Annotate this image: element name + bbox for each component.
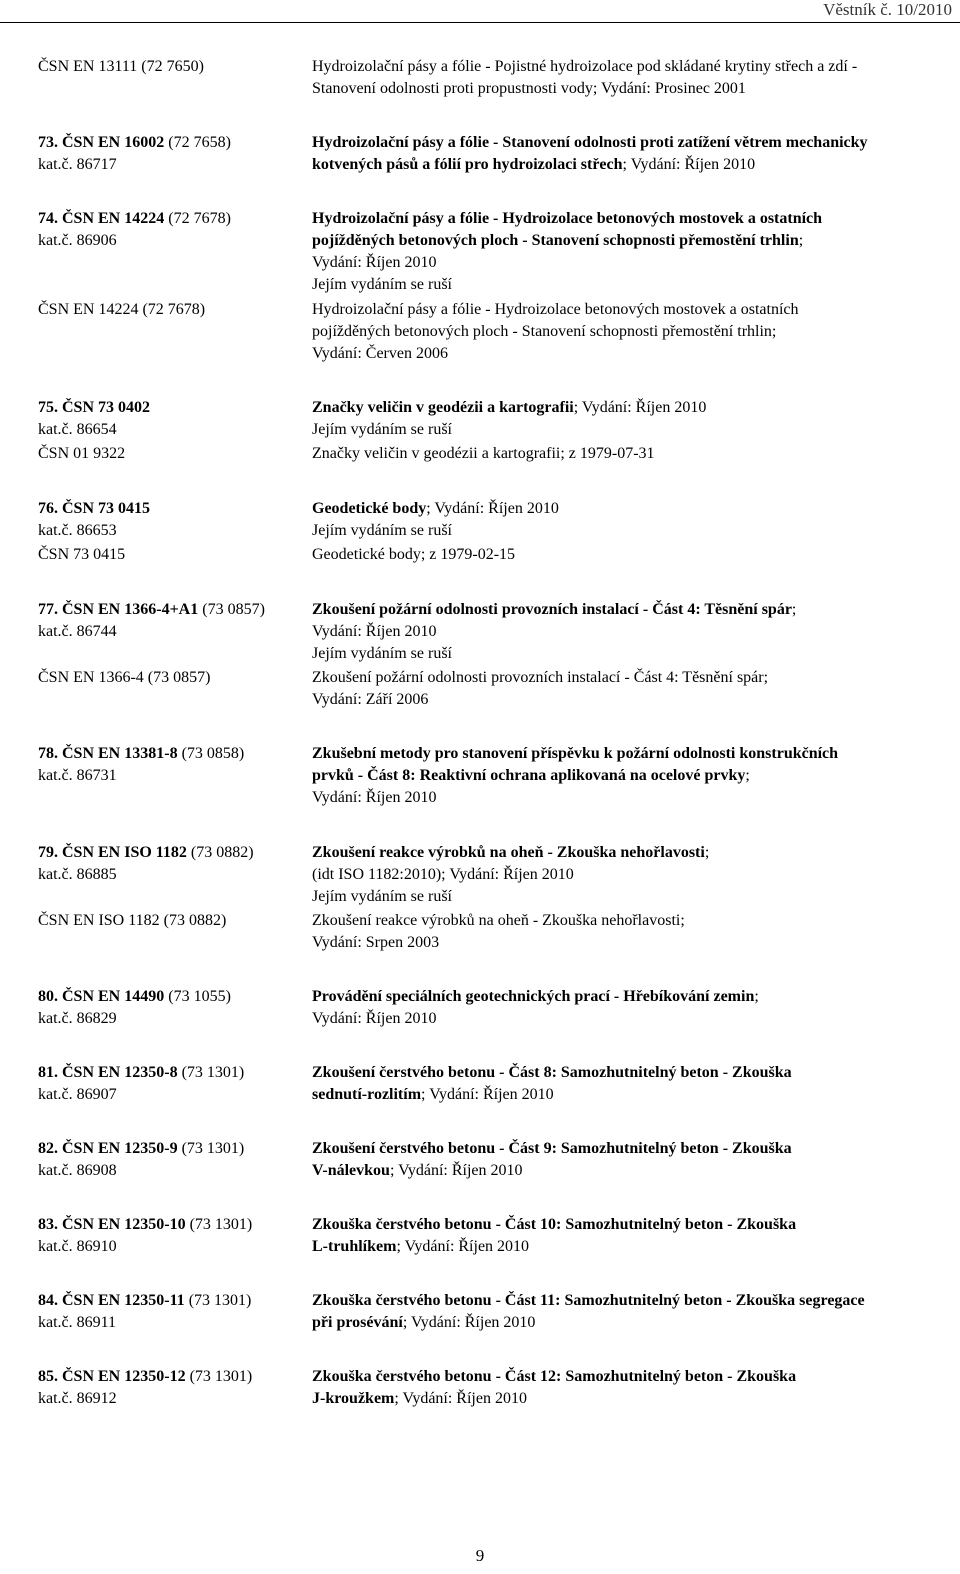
standard-code: ČSN EN 13111 (72 7650) [38, 58, 204, 75]
edition-date: ; Vydání: Říjen 2010 [396, 1238, 530, 1255]
standard-code: ČSN 73 0415 [62, 500, 151, 517]
standard-class: (72 7678) [164, 210, 231, 227]
entry-standard [38, 986, 231, 1030]
replaced-standard [38, 299, 205, 321]
catalog-number: kat.č. 86912 [38, 1390, 117, 1407]
entry-title [312, 1214, 952, 1258]
title-line: pojížděných betonových ploch - Stanovení schopnosti přemostění trhlin; [312, 323, 777, 340]
standard-class: (73 0858) [177, 745, 245, 762]
standard-class: (73 0882) [186, 844, 254, 861]
replaced-standard [38, 443, 125, 465]
title-line: Zkušební metody pro stanovení příspěvku k požární odolnosti konstrukčních [312, 745, 839, 762]
entry-standard [38, 397, 150, 441]
standard-class: (73 1301) [185, 1368, 253, 1385]
catalog-number: kat.č. 86744 [38, 623, 117, 640]
entry-standard [38, 743, 244, 787]
catalog-number: kat.č. 86911 [38, 1314, 117, 1331]
catalog-number: kat.č. 86829 [38, 1010, 117, 1027]
title-line: Zkoušení reakce výrobků na oheň - Zkouška nehořlavosti [312, 844, 705, 861]
standard-class: (73 1301) [177, 1140, 245, 1157]
catalog-number: kat.č. 86731 [38, 767, 117, 784]
entry-standard [38, 1290, 251, 1334]
standard-code: ČSN EN 12350-12 [62, 1368, 186, 1385]
supersedes-note: Jejím vydáním se ruší [312, 276, 452, 293]
supersedes-note: Jejím vydáním se ruší [312, 645, 452, 662]
title-line: V-nálevkou [312, 1162, 390, 1179]
title-line: pojížděných betonových ploch - Stanovení schopnosti přemostění trhlin [312, 232, 799, 249]
supersedes-note: Jejím vydáním se ruší [312, 888, 452, 905]
edition-date: Vydání: Září 2006 [312, 691, 429, 708]
replaced-title [312, 299, 952, 365]
replaced-standard [38, 910, 226, 932]
standard-class: (73 1055) [164, 988, 231, 1005]
entry-number: 80. [38, 988, 62, 1005]
title-line: ; [798, 232, 804, 249]
edition-date: ; Vydání: Říjen 2010 [421, 1086, 554, 1103]
entry-number: 79. [38, 844, 62, 861]
edition-date: Vydání: Srpen 2003 [312, 934, 440, 951]
entry-standard [38, 208, 231, 252]
standard-code: ČSN EN 12350-10 [62, 1216, 186, 1233]
title-line: Značky veličin v geodézii a kartografii [312, 399, 574, 416]
entry-standard [38, 1366, 252, 1410]
standard-code: ČSN 73 0415 [38, 546, 126, 563]
title-line: Zkouška čerstvého betonu - Část 12: Samozhutnitelný beton - Zkouška [312, 1368, 797, 1385]
page-header [0, 0, 960, 23]
title-line: Zkouška čerstvého betonu - Část 11: Samozhutnitelný beton - Zkouška segregace [312, 1292, 865, 1309]
catalog-number: kat.č. 86653 [38, 522, 117, 539]
entry-number: 73. [38, 134, 62, 151]
edition-date: Vydání: Říjen 2010 [312, 1010, 437, 1027]
title-line: kotvených pásů a fólií pro hydroizolaci střech [312, 156, 623, 173]
catalog-number: kat.č. 86885 [38, 866, 117, 883]
title-line: Hydroizolační pásy a fólie - Stanovení odolnosti proti zatížení větrem mechanicky [312, 134, 868, 151]
standard-class: (72 7658) [164, 134, 231, 151]
catalog-number: kat.č. 86910 [38, 1238, 117, 1255]
entry-title [312, 599, 952, 665]
entry-number: 77. [38, 601, 62, 618]
entry-standard [38, 1138, 244, 1182]
edition-date: ; Vydání: Říjen 2010 [389, 1162, 523, 1179]
entry-number: 83. [38, 1216, 62, 1233]
entry-title [312, 498, 952, 542]
standard-code: ČSN EN ISO 1182 (73 0882) [38, 912, 227, 929]
title-line: Zkoušení reakce výrobků na oheň - Zkouška nehořlavosti; [312, 912, 685, 929]
catalog-number: kat.č. 86907 [38, 1086, 117, 1103]
entry-number: 82. [38, 1140, 62, 1157]
journal-title: Věstník č. 10/2010 [823, 0, 952, 19]
standard-class: (73 1301) [177, 1064, 245, 1081]
entry-standard [38, 842, 254, 886]
standard-code: ČSN EN 14224 [62, 210, 165, 227]
catalog-number: kat.č. 86717 [38, 156, 117, 173]
title-line: ; [791, 601, 797, 618]
entry-title [312, 1138, 952, 1182]
standard-class: (73 1301) [184, 1292, 252, 1309]
title-line: J-kroužkem [312, 1390, 395, 1407]
title-line: Značky veličin v geodézii a kartografii; z 1979-07-31 [312, 445, 655, 462]
title-line: Zkoušení čerstvého betonu - Část 9: Samozhutnitelný beton - Zkouška [312, 1140, 792, 1157]
title-line: ; [745, 767, 750, 784]
title-line: Zkoušení požární odolnosti provozních instalací - Část 4: Těsnění spár; [312, 669, 769, 686]
entry-title [312, 842, 952, 908]
edition-date: ; Vydání: Říjen 2010 [573, 399, 707, 416]
title-line: Provádění speciálních geotechnických prací - Hřebíkování zemin [312, 988, 755, 1005]
title-line: Zkouška čerstvého betonu - Část 10: Samozhutnitelný beton - Zkouška [312, 1216, 797, 1233]
entry-title [312, 397, 952, 441]
title-line: ; [704, 844, 710, 861]
entry-title [312, 743, 952, 809]
edition-date: ; Vydání: Říjen 2010 [402, 1314, 536, 1331]
edition-date: ; Vydání: Říjen 2010 [622, 156, 756, 173]
standard-code: ČSN EN 1366-4+A1 [62, 601, 199, 618]
standard-code: ČSN EN 12350-9 [62, 1140, 178, 1157]
standard-code: ČSN EN 13381-8 [62, 745, 178, 762]
entry-title [312, 208, 952, 296]
title-line: Zkoušení požární odolnosti provozních instalací - Část 4: Těsnění spár [312, 601, 792, 618]
title-line: L-truhlíkem [312, 1238, 397, 1255]
title-line: při prosévání [312, 1314, 403, 1331]
replaced-title [312, 443, 952, 465]
title-line: sednutí-rozlitím [312, 1086, 422, 1103]
entry-title [312, 986, 952, 1030]
entry-title [312, 1290, 952, 1334]
edition-date: Vydání: Říjen 2010 [312, 623, 437, 640]
edition-date: Vydání: Červen 2006 [312, 345, 448, 362]
entry-title [312, 1366, 952, 1410]
edition-date: Vydání: Říjen 2010 [312, 789, 437, 806]
title-line: Geodetické body; z 1979-02-15 [312, 546, 516, 563]
replaced-title [312, 910, 952, 954]
entry-standard [38, 498, 150, 542]
standard-code: ČSN EN 12350-11 [62, 1292, 185, 1309]
entry-number: 75. [38, 399, 62, 416]
standard-code: ČSN EN ISO 1182 [62, 844, 187, 861]
replaced-title [312, 667, 952, 711]
standard-code: ČSN EN 1366-4 (73 0857) [38, 669, 211, 686]
title-line: Geodetické body [312, 500, 427, 517]
entry-number: 74. [38, 210, 62, 227]
title-line: ; [754, 988, 759, 1005]
standard-class: (73 0857) [198, 601, 265, 618]
entry-number: 85. [38, 1368, 62, 1385]
entry-standard [38, 56, 204, 78]
standard-class: (73 1301) [185, 1216, 253, 1233]
title-line: prvků - Část 8: Reaktivní ochrana aplikovaná na ocelové prvky [312, 767, 746, 784]
entry-standard [38, 1062, 244, 1106]
supersedes-note: Jejím vydáním se ruší [312, 421, 452, 438]
page-number: 9 [475, 1546, 485, 1565]
standard-code: ČSN EN 12350-8 [62, 1064, 178, 1081]
entry-title [312, 132, 952, 176]
entry-number: 78. [38, 745, 62, 762]
supersedes-note: Jejím vydáním se ruší [312, 522, 452, 539]
edition-date: ; Vydání: Říjen 2010 [426, 500, 559, 517]
standard-code: ČSN EN 14224 (72 7678) [38, 301, 206, 318]
title-line: Zkoušení čerstvého betonu - Část 8: Samozhutnitelný beton - Zkouška [312, 1064, 792, 1081]
edition-date: (idt ISO 1182:2010); Vydání: Říjen 2010 [312, 866, 574, 883]
catalog-number: kat.č. 86908 [38, 1162, 117, 1179]
replaced-standard [38, 544, 125, 566]
edition-date: Vydání: Říjen 2010 [312, 254, 437, 271]
title-line: Hydroizolační pásy a fólie - Hydroizolace betonových mostovek a ostatních [312, 301, 799, 318]
standard-code: ČSN EN 14490 [62, 988, 165, 1005]
catalog-number: kat.č. 86906 [38, 232, 117, 249]
entry-title [312, 56, 952, 100]
entry-number: 76. [38, 500, 62, 517]
standard-code: ČSN 73 0402 [62, 399, 151, 416]
title-line: Hydroizolační pásy a fólie - Hydroizolace betonových mostovek a ostatních [312, 210, 823, 227]
entry-standard [38, 599, 265, 643]
entry-number: 84. [38, 1292, 62, 1309]
entry-number: 81. [38, 1064, 62, 1081]
replaced-title [312, 544, 952, 566]
standard-code: ČSN EN 16002 [62, 134, 165, 151]
entry-title [312, 1062, 952, 1106]
catalog-number: kat.č. 86654 [38, 421, 117, 438]
standard-code: ČSN 01 9322 [38, 445, 126, 462]
entry-standard [38, 1214, 252, 1258]
edition-date: ; Vydání: Říjen 2010 [394, 1390, 527, 1407]
title-line: Stanovení odolnosti proti propustnosti vody; Vydání: Prosinec 2001 [312, 80, 746, 97]
replaced-standard [38, 667, 210, 689]
entry-standard [38, 132, 231, 176]
title-line: Hydroizolační pásy a fólie - Pojistné hydroizolace pod skládané krytiny střech a zdí - [312, 58, 858, 75]
